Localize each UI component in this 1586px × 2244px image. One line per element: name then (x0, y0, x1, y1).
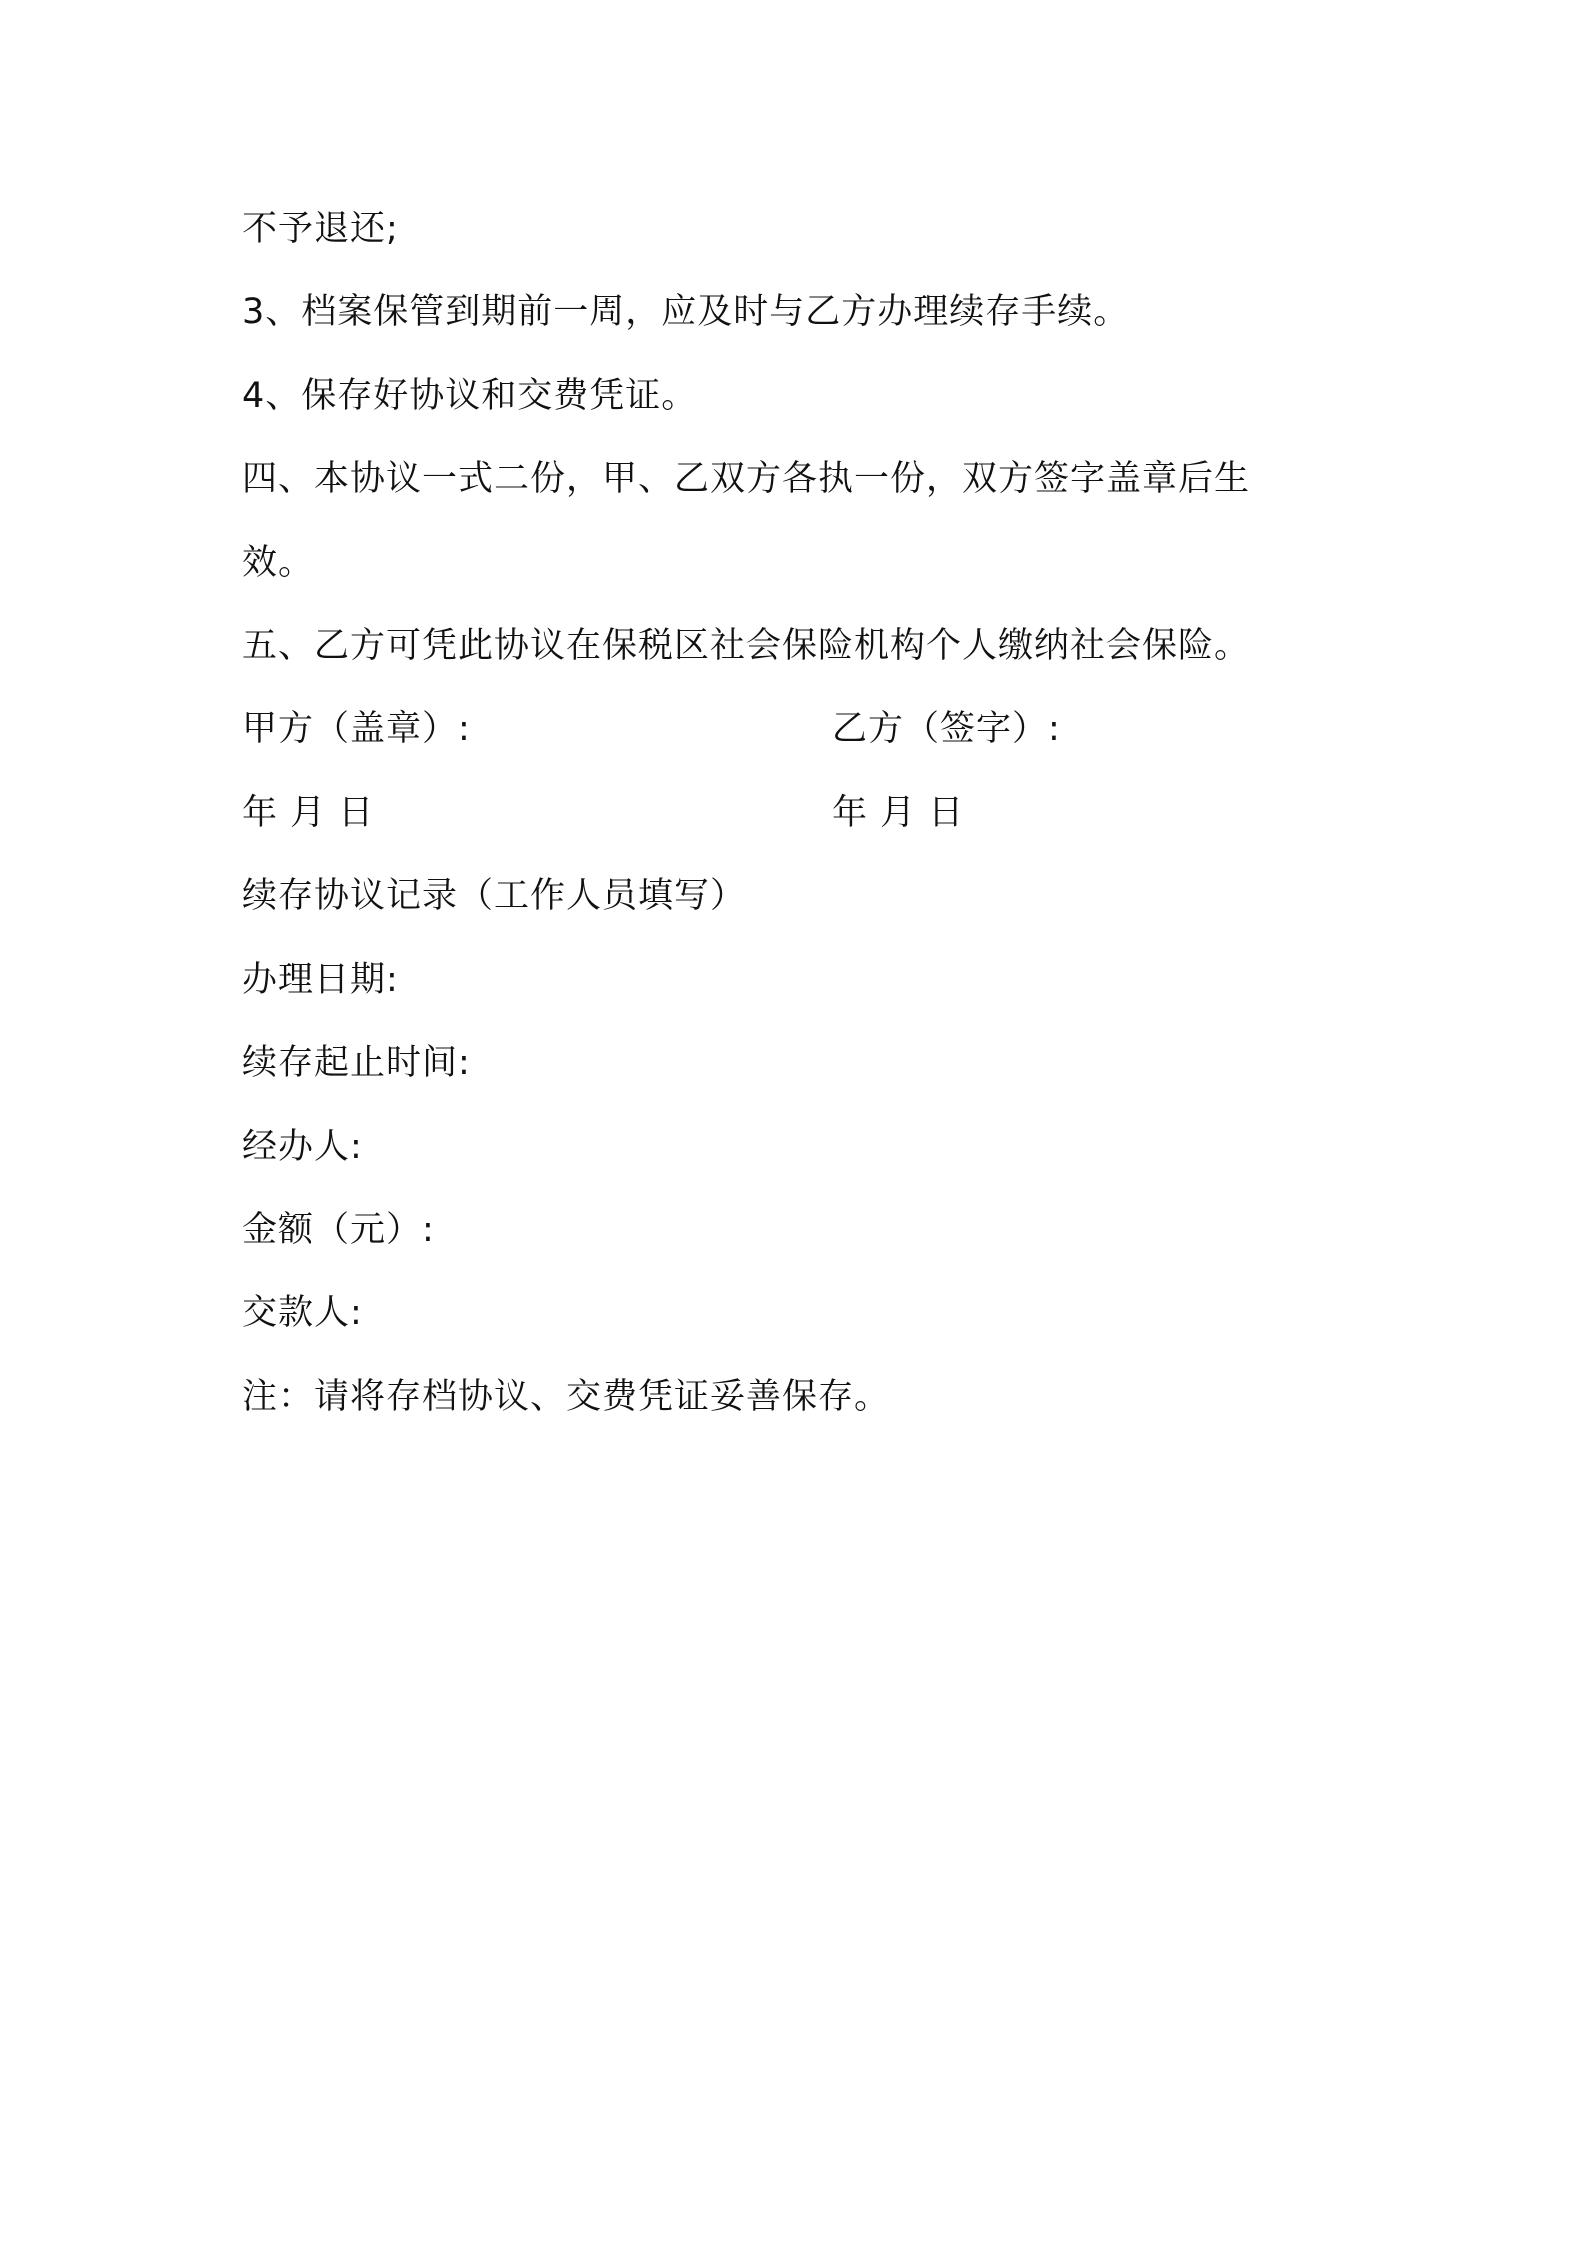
party-b-date: 年 月 日 (832, 793, 965, 833)
note-text: 注：请将存档协议、交费凭证妥善保存。 (242, 1377, 891, 1417)
payer-label: 交款人: (242, 1293, 363, 1333)
paragraph-line: 五、乙方可凭此协议在保税区社会保险机构个人缴纳社会保险。 (242, 626, 1251, 666)
renewal-period-label: 续存起止时间: (242, 1043, 471, 1083)
paragraph-line: 3、档案保管到期前一周，应及时与乙方办理续存手续。 (242, 292, 1130, 332)
handle-date-label: 办理日期: (242, 960, 399, 1000)
paragraph-line: 不予退还; (242, 209, 399, 249)
renewal-record-title: 续存协议记录（工作人员填写） (242, 876, 747, 916)
paragraph-line: 效。 (242, 543, 315, 583)
party-a-date: 年 月 日 (242, 793, 375, 833)
paragraph-line: 四、本协议一式二份，甲、乙双方各执一份，双方签字盖章后生 (242, 459, 1251, 499)
party-b-signature-label: 乙方（签字）: (832, 709, 1061, 749)
party-a-signature-label: 甲方（盖章）: (242, 709, 471, 749)
amount-label: 金额（元）: (242, 1210, 435, 1250)
handler-label: 经办人: (242, 1127, 363, 1167)
paragraph-line: 4、保存好协议和交费凭证。 (242, 376, 698, 416)
